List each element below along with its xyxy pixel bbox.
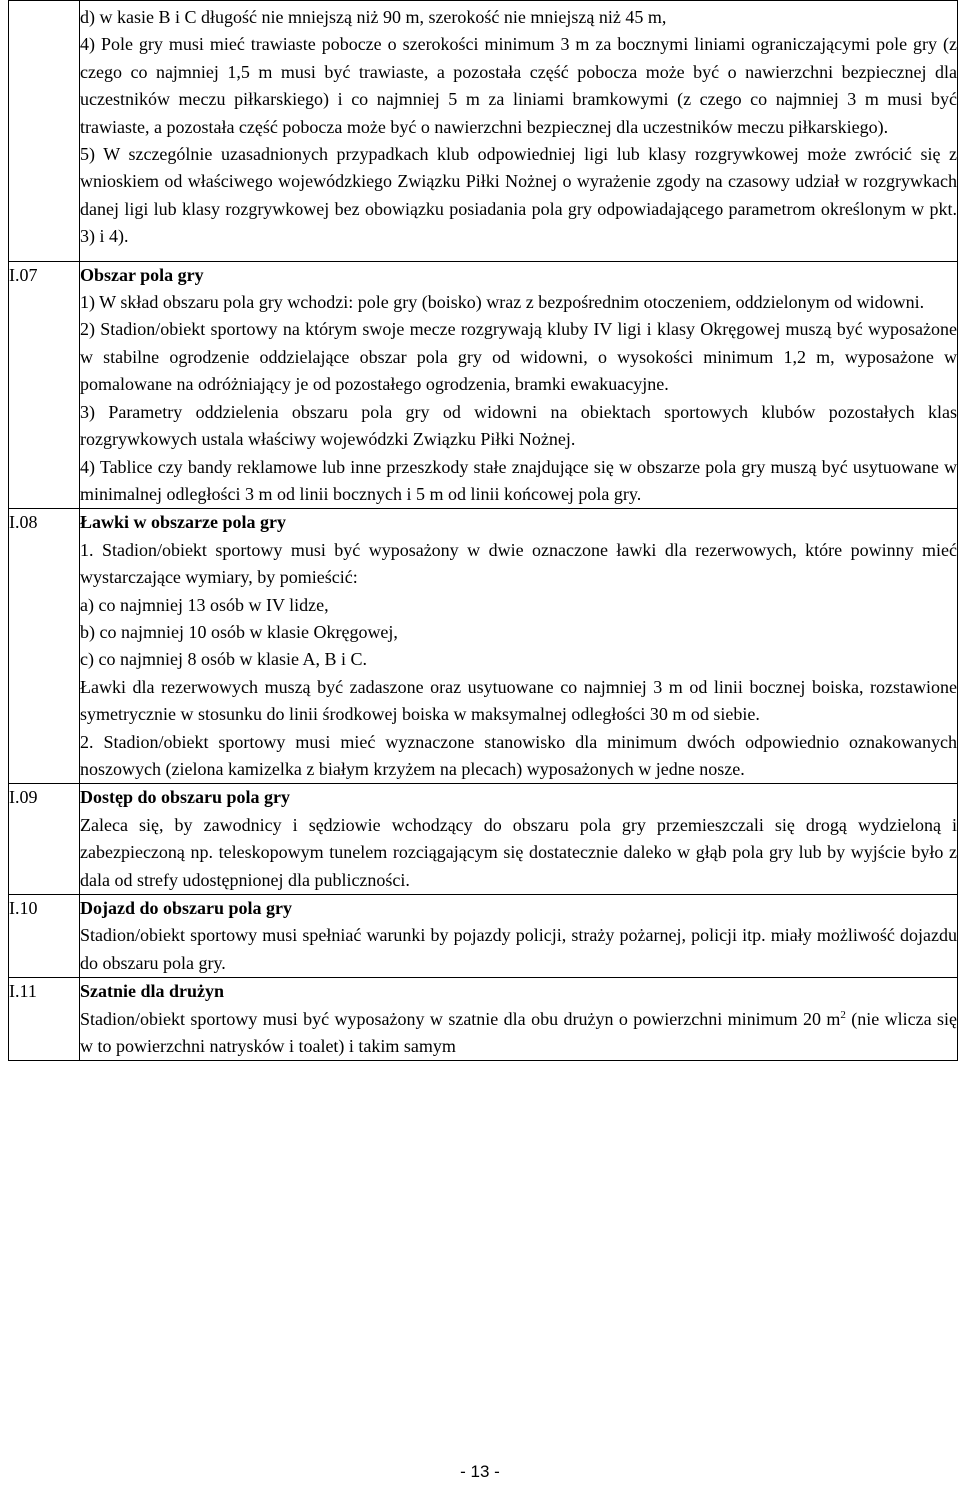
intro-paragraph: 5) W szczególnie uzasadnionych przypadkach klub odpowiedniej ligi lub klasy rozgrywkowej może zwrócić się z wnioskiem od właściwego wojewódzkiego Związku Piłki Nożnej o wyrażenie zgody na czasowy udział w rozgrywkach danej ligi lub klasy rozgrywkowej bez obowiązku posiadania pola gry odpowiadającego parametrom określonym w pkt. 3) i 4). (80, 144, 957, 247)
section-paragraph: 2. Stadion/obiekt sportowy musi mieć wyznaczone stanowisko dla minimum dwóch odpowiednio oznakowanych noszowych (zielona kamizelka z białym krzyżem na plecach) wyposażonych w jedne nosze. (80, 731, 957, 779)
section-paragraph: b) co najmniej 10 osób w klasie Okręgowej, (80, 621, 398, 642)
intro-paragraph: d) w kasie B i C długość nie mniejszą niż 90 m, szerokość nie mniejszą niż 45 m, (80, 7, 667, 27)
section-title: Dojazd do obszaru pola gry (80, 898, 293, 918)
section-row-i09 (9, 784, 958, 895)
section-title: Obszar pola gry (80, 264, 204, 285)
section-paragraph: Stadion/obiekt sportowy musi spełniać warunki by pojazdy policji, straży pożarnej, policji itp. miały możliwość dojazdu do obszaru pola gry. (80, 925, 957, 973)
section-paragraph: Zaleca się, by zawodnicy i sędziowie wchodzący do obszaru pola gry przemieszczali się drogą wydzieloną i zabezpieczoną np. teleskopowym tunelem rozciągającym się dostatecznie daleko w głąb pola gry lub by wyjście było z dala od strefy udostępnionej dla publiczności. (80, 814, 957, 890)
intro-content (80, 1, 958, 262)
intro-number-cell (9, 1, 80, 262)
section-title: Szatnie dla drużyn (80, 981, 225, 1002)
section-paragraph: a) co najmniej 13 osób w IV lidze, (80, 594, 329, 615)
text-before-superscript: Stadion/obiekt sportowy musi być wyposażony w szatnie dla obu drużyn o powierzchni minimum 20 m (80, 1008, 841, 1029)
section-paragraph: Ławki dla rezerwowych muszą być zadaszone oraz usytuowane co najmniej 3 m od linii bocznej boiska, rozstawione symetrycznie w stosunku do linii środkowej boiska w maksymalnej odległości 30 m od siebie. (80, 676, 957, 725)
section-paragraph: 3) Parametry oddzielenia obszaru pola gry od widowni na obiektach sportowych klubów pozostałych klas rozgrywkowych ustala właściwy wojewódzki Związku Piłki Nożnej. (80, 401, 957, 450)
intro-row (9, 1, 958, 262)
section-number: I.11 (9, 978, 80, 1061)
section-paragraph: c) co najmniej 8 osób w klasie A, B i C. (80, 649, 367, 670)
section-paragraph (80, 1006, 957, 1061)
section-content (80, 784, 958, 895)
section-number: I.10 (9, 895, 80, 978)
page-number: - 13 - (460, 1462, 500, 1481)
section-row-i07 (9, 261, 958, 509)
section-content (80, 261, 958, 509)
section-content (80, 509, 958, 784)
section-row-i11 (9, 978, 958, 1061)
section-title: Ławki w obszarze pola gry (80, 512, 286, 533)
section-number: I.08 (9, 509, 80, 784)
section-content (80, 895, 958, 978)
section-paragraph: 1) W skład obszaru pola gry wchodzi: pole gry (boisko) wraz z bezpośrednim otoczeniem, oddzielonym od widowni. (80, 292, 925, 313)
intro-paragraph: 4) Pole gry musi mieć trawiaste pobocze o szerokości minimum 3 m za bocznymi liniami ograniczającymi pole gry (z czego co najmniej 1,5 m musi być trawiaste, a pozostała część pobocza może być o nawierzchni bezpiecznej dla uczestników meczu piłkarskiego) i co najmniej 5 m za liniami bramkowymi (z czego co najmniej 3 m musi być trawiaste, a pozostała część pobocza może być o nawierzchni bezpiecznej dla uczestników meczu piłkarskiego). (80, 34, 957, 137)
section-number: I.09 (9, 784, 80, 895)
superscript: 2 (840, 1008, 846, 1021)
section-paragraph: 4) Tablice czy bandy reklamowe lub inne przeszkody stałe znajdujące się w obszarze pola gry muszą być usytuowane w minimalnej odległości 3 m od linii bocznych i 5 m od linii końcowej pola gry. (80, 456, 957, 504)
regulation-table (8, 0, 958, 1061)
section-content (80, 978, 958, 1061)
section-title: Dostęp do obszaru pola gry (80, 787, 291, 808)
section-paragraph: 1. Stadion/obiekt sportowy musi być wyposażony w dwie oznaczone ławki dla rezerwowych, które powinny mieć wystarczające wymiary, by pomieścić: (80, 539, 957, 588)
section-number: I.07 (9, 261, 80, 509)
section-paragraph: 2) Stadion/obiekt sportowy na którym swoje mecze rozgrywają kluby IV ligi i klasy Okręgowej muszą być wyposażone w stabilne ogrodzenie oddzielające obszar pola gry od widowni, o wysokości minimum 1,2 m, wyposażone w pomalowane na odróżniający je od pozostałego ogrodzenia, bramki ewakuacyjne. (80, 319, 957, 395)
section-row-i10 (9, 895, 958, 978)
section-row-i08 (9, 509, 958, 784)
text-after-superscript: (nie wlicza się w to powierzchni natrysków i toalet) i takim samym (80, 1008, 957, 1057)
